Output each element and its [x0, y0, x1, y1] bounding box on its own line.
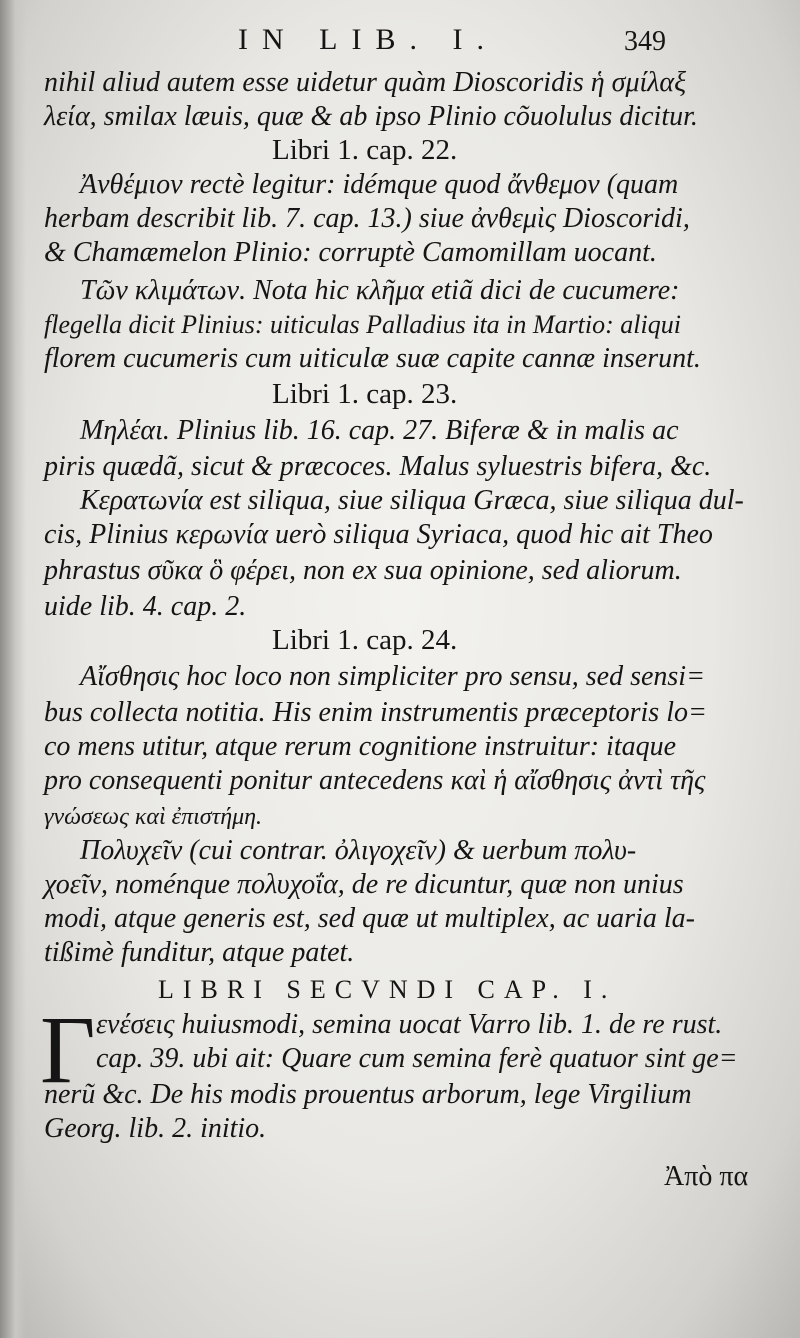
text-line: Κερατωνία est siliqua, siue siliqua Græca, siue siliqua dul-: [80, 485, 744, 516]
chapter-heading: Libri 1. cap. 22.: [272, 134, 458, 166]
text-line: cis, Plinius κερωνία uerò siliqua Syriaca, quod hic ait Theo: [44, 519, 713, 550]
chapter-heading: Libri 1. cap. 24.: [272, 624, 458, 656]
page-number: 349: [624, 26, 666, 57]
text-line: λεία, smilax læuis, quæ & ab ipso Plinio cõuolulus dicitur.: [44, 101, 698, 132]
text-line: γνώσεως καὶ ἐπιστήμη.: [44, 804, 263, 830]
text-line: flegella dicit Plinius: uiticulas Palladius ita in Martio: aliqui: [44, 310, 681, 339]
text-line: pro consequenti ponitur antecedens καὶ ἡ αἴσθησις ἀντὶ τῆς: [44, 765, 706, 796]
text-line: cap. 39. ubi ait: Quare cum semina ferè quatuor sint ge=: [96, 1043, 738, 1074]
running-head-title: IN LIB. I.: [238, 23, 498, 56]
book-heading: LIBRI SECVNDI CAP. I.: [158, 975, 617, 1004]
text-line: phrastus σῦκα ὃ φέρει, non ex sua opinione, sed aliorum.: [44, 555, 682, 586]
text-line: Μηλέαι. Plinius lib. 16. cap. 27. Biferæ & in malis ac: [80, 415, 679, 446]
text-line: Georg. lib. 2. initio.: [44, 1113, 267, 1144]
text-line: nihil aliud autem esse uidetur quàm Dioscoridis ἡ σμίλαξ: [44, 67, 687, 98]
text-line: co mens utitur, atque rerum cognitione instruitur: itaque: [44, 731, 677, 762]
text-line: tißimè funditur, atque patet.: [44, 937, 355, 968]
text-line: bus collecta notitia. His enim instrumentis præceptoris lo=: [44, 697, 707, 728]
chapter-heading: Libri 1. cap. 23.: [272, 378, 458, 410]
text-line: Πολυχεῖν (cui contrar. ὀλιγοχεῖν) & uerbum πολυ-: [80, 835, 637, 866]
text-line: herbam describit lib. 7. cap. 13.) siue ἀνθεμὶς Dioscoridi,: [44, 203, 690, 234]
binding-shadow: [0, 0, 26, 1338]
text-line: & Chamæmelon Plinio: corruptè Camomillam uocant.: [44, 237, 657, 268]
text-line: uide lib. 4. cap. 2.: [44, 591, 247, 622]
text-line: χοεῖν, noménque πολυχοΐα, de re dicuntur, quæ non unius: [44, 869, 684, 900]
text-line: Αἴσθησις hoc loco non simpliciter pro sensu, sed sensi=: [80, 661, 705, 692]
text-line: piris quædã, sicut & præcoces. Malus syluestris bifera, &c.: [44, 451, 712, 482]
text-line: modi, atque generis est, sed quæ ut multiplex, ac uaria la-: [44, 903, 695, 934]
drop-cap: Γ: [40, 996, 96, 1103]
catchword: Ἀπὸ πα: [664, 1161, 749, 1192]
text-line: Τῶν κλιμάτων. Nota hic κλῆμα etiã dici de cucumere:: [80, 275, 680, 306]
text-line: Ἀνθέμιον rectè legitur: idémque quod ἄνθεμον (quam: [80, 169, 679, 200]
text-line: florem cucumeris cum uiticulæ suæ capite cannæ inserunt.: [44, 343, 701, 374]
text-line: ενέσεις huiusmodi, semina uocat Varro lib. 1. de re rust.: [96, 1009, 723, 1040]
text-line: nerũ &c. De his modis prouentus arborum, lege Virgilium: [44, 1079, 692, 1110]
